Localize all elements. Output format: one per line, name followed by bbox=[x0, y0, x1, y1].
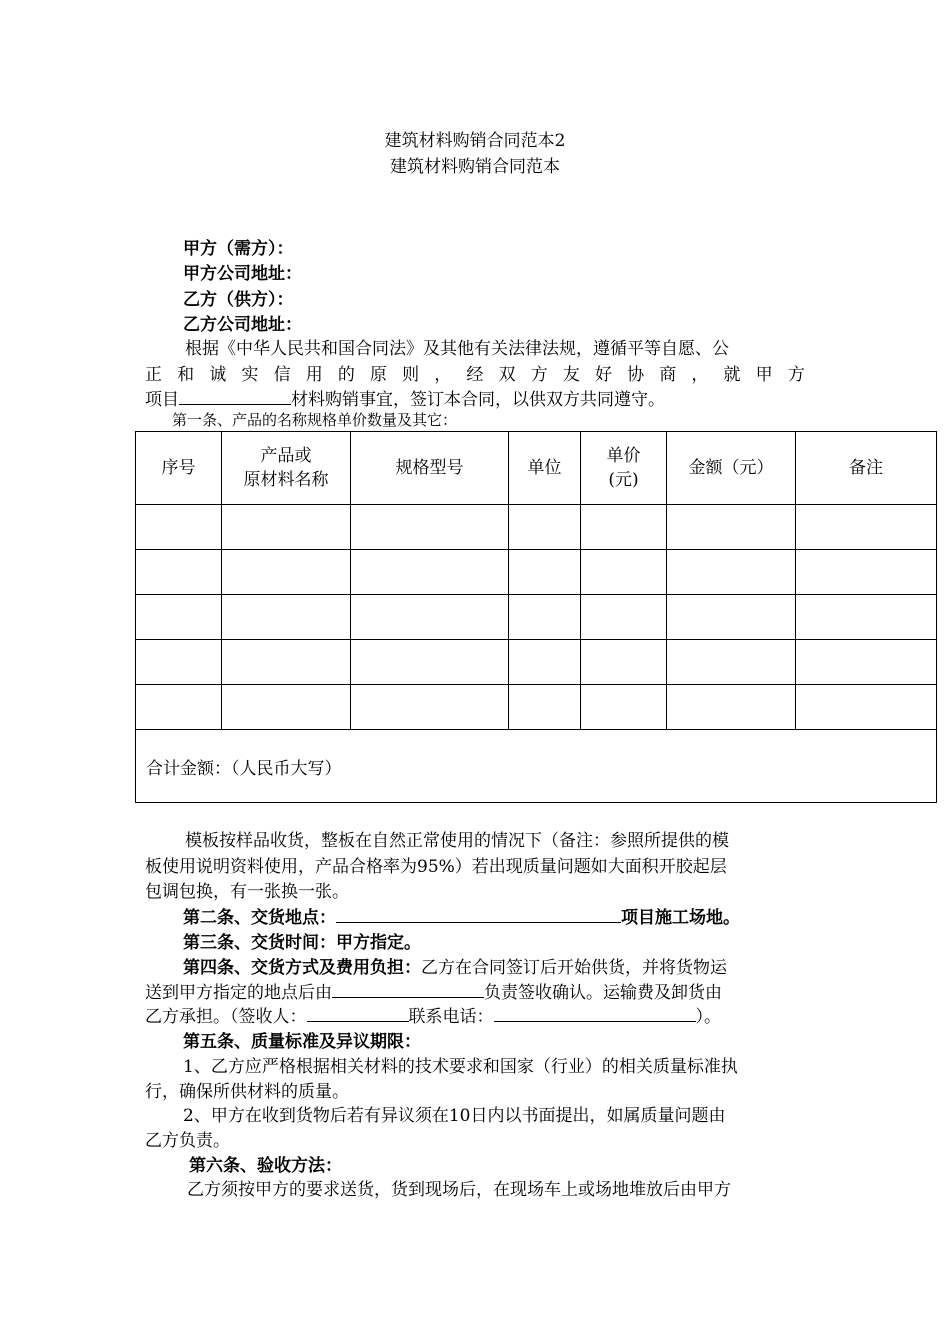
party-b-address-label: 乙方公司地址： bbox=[183, 315, 302, 335]
product-table bbox=[135, 431, 937, 803]
article-5-item-2-line-2: 乙方负责。 bbox=[145, 1131, 230, 1151]
delivery-location-blank[interactable] bbox=[336, 904, 621, 923]
intro-line-3-prefix: 项目 bbox=[145, 390, 179, 410]
article-5-label: 第五条、质量标准及异议期限： bbox=[183, 1032, 421, 1052]
total-amount-cell[interactable]: 合计金额：（人民币大写） bbox=[136, 730, 937, 803]
intro-line-2-char: 和 bbox=[177, 365, 195, 385]
article-4-line-1 bbox=[183, 953, 727, 978]
table-header-row bbox=[136, 432, 937, 505]
intro-line-2-char: 友 bbox=[562, 365, 580, 385]
header-remark: 备注 bbox=[796, 432, 937, 505]
intro-line-2-char: ， bbox=[434, 365, 452, 385]
quality-note-line-3: 包调包换，有一张换一张。 bbox=[145, 882, 349, 902]
intro-line-2-char: 方 bbox=[530, 365, 548, 385]
document-subtitle: 建筑材料购销合同范本 bbox=[390, 157, 560, 177]
intro-line-2-char: 商 bbox=[659, 365, 677, 385]
intro-line-2-char: 就 bbox=[723, 365, 741, 385]
article-4-line-2: 送到甲方指定的地点后由 负责签收确认。运输费及卸货由 bbox=[145, 978, 722, 1003]
article-4-label: 第四条、交货方式及费用负担： bbox=[183, 958, 421, 978]
article-4-line-3: 乙方承担。（签收人： 联系电话： ）。 bbox=[145, 1002, 721, 1027]
intro-line-2-char: 方 bbox=[787, 365, 805, 385]
intro-line-2 bbox=[145, 360, 805, 385]
intro-line-2-char: 协 bbox=[627, 365, 645, 385]
header-product-name: 产品或 原材料名称 bbox=[222, 432, 351, 505]
document-title: 建筑材料购销合同范本2 bbox=[384, 131, 566, 151]
table-row bbox=[136, 595, 937, 640]
intro-line-2-char: ， bbox=[691, 365, 709, 385]
table-row bbox=[136, 505, 937, 550]
header-spec: 规格型号 bbox=[351, 432, 509, 505]
article-5-item-1-line-1: 1、乙方应严格根据相关材料的技术要求和国家（行业）的相关质量标准执 bbox=[183, 1057, 738, 1077]
article-6-label: 第六条、验收方法： bbox=[189, 1156, 342, 1176]
party-a-label: 甲方（需方）： bbox=[183, 239, 294, 259]
header-unit-price: 单价 (元) bbox=[581, 432, 667, 505]
article-5-item-2-line-1: 2、甲方在收到货物后若有异议须在10日内以书面提出，如属质量问题由 bbox=[183, 1106, 726, 1126]
intro-line-3 bbox=[145, 385, 665, 410]
intro-line-2-char: 的 bbox=[337, 365, 355, 385]
intro-line-2-char: 双 bbox=[498, 365, 516, 385]
signer-blank[interactable] bbox=[307, 1003, 409, 1022]
intro-line-2-char: 实 bbox=[241, 365, 259, 385]
intro-line-3-suffix: 材料购销事宜，签订本合同，以供双方共同遵守。 bbox=[291, 390, 665, 410]
intro-line-2-char: 诚 bbox=[209, 365, 227, 385]
receiver-party-blank[interactable] bbox=[332, 979, 484, 998]
table-row bbox=[136, 685, 937, 730]
article-2 bbox=[183, 903, 740, 928]
intro-line-2-char: 用 bbox=[305, 365, 323, 385]
article-6-line-1: 乙方须按甲方的要求送货，货到现场后，在现场车上或场地堆放后由甲方 bbox=[187, 1180, 731, 1200]
article-5-item-1-line-2: 行，确保所供材料的质量。 bbox=[145, 1082, 349, 1102]
article-2-label: 第二条、交货地点： bbox=[183, 908, 336, 928]
header-seq: 序号 bbox=[136, 432, 222, 505]
article-1-heading: 第一条、产品的名称规格单价数量及其它： bbox=[172, 411, 458, 429]
party-b-label: 乙方（供方）： bbox=[183, 290, 294, 310]
table-row bbox=[136, 640, 937, 685]
phone-blank[interactable] bbox=[494, 1003, 696, 1022]
intro-line-2-char: 经 bbox=[466, 365, 484, 385]
intro-line-2-char: 信 bbox=[273, 365, 291, 385]
header-amount: 金额（元） bbox=[667, 432, 796, 505]
intro-line-2-char: 则 bbox=[402, 365, 420, 385]
quality-note-line-1: 模板按样品收货，整板在自然正常使用的情况下（备注：参照所提供的模 bbox=[185, 831, 729, 851]
intro-line-2-char: 原 bbox=[369, 365, 387, 385]
project-name-blank[interactable] bbox=[179, 386, 291, 405]
intro-line-1: 根据《中华人民共和国合同法》及其他有关法律法规，遵循平等自愿、公 bbox=[185, 339, 729, 359]
intro-line-2-char: 正 bbox=[145, 365, 162, 385]
article-4-line-1-rest: 乙方在合同签订后开始供货，并将货物运 bbox=[421, 958, 727, 978]
party-a-address-label: 甲方公司地址： bbox=[183, 264, 302, 284]
intro-line-2-char: 好 bbox=[594, 365, 612, 385]
article-3: 第三条、交货时间：甲方指定。 bbox=[183, 933, 421, 953]
intro-line-2-char: 甲 bbox=[755, 365, 773, 385]
table-row bbox=[136, 550, 937, 595]
header-unit: 单位 bbox=[509, 432, 581, 505]
table-total-row bbox=[136, 730, 937, 803]
article-2-suffix: 项目施工场地。 bbox=[621, 908, 740, 928]
quality-note-line-2: 板使用说明资料使用，产品合格率为95%）若出现质量问题如大面积开胶起层 bbox=[145, 857, 727, 877]
